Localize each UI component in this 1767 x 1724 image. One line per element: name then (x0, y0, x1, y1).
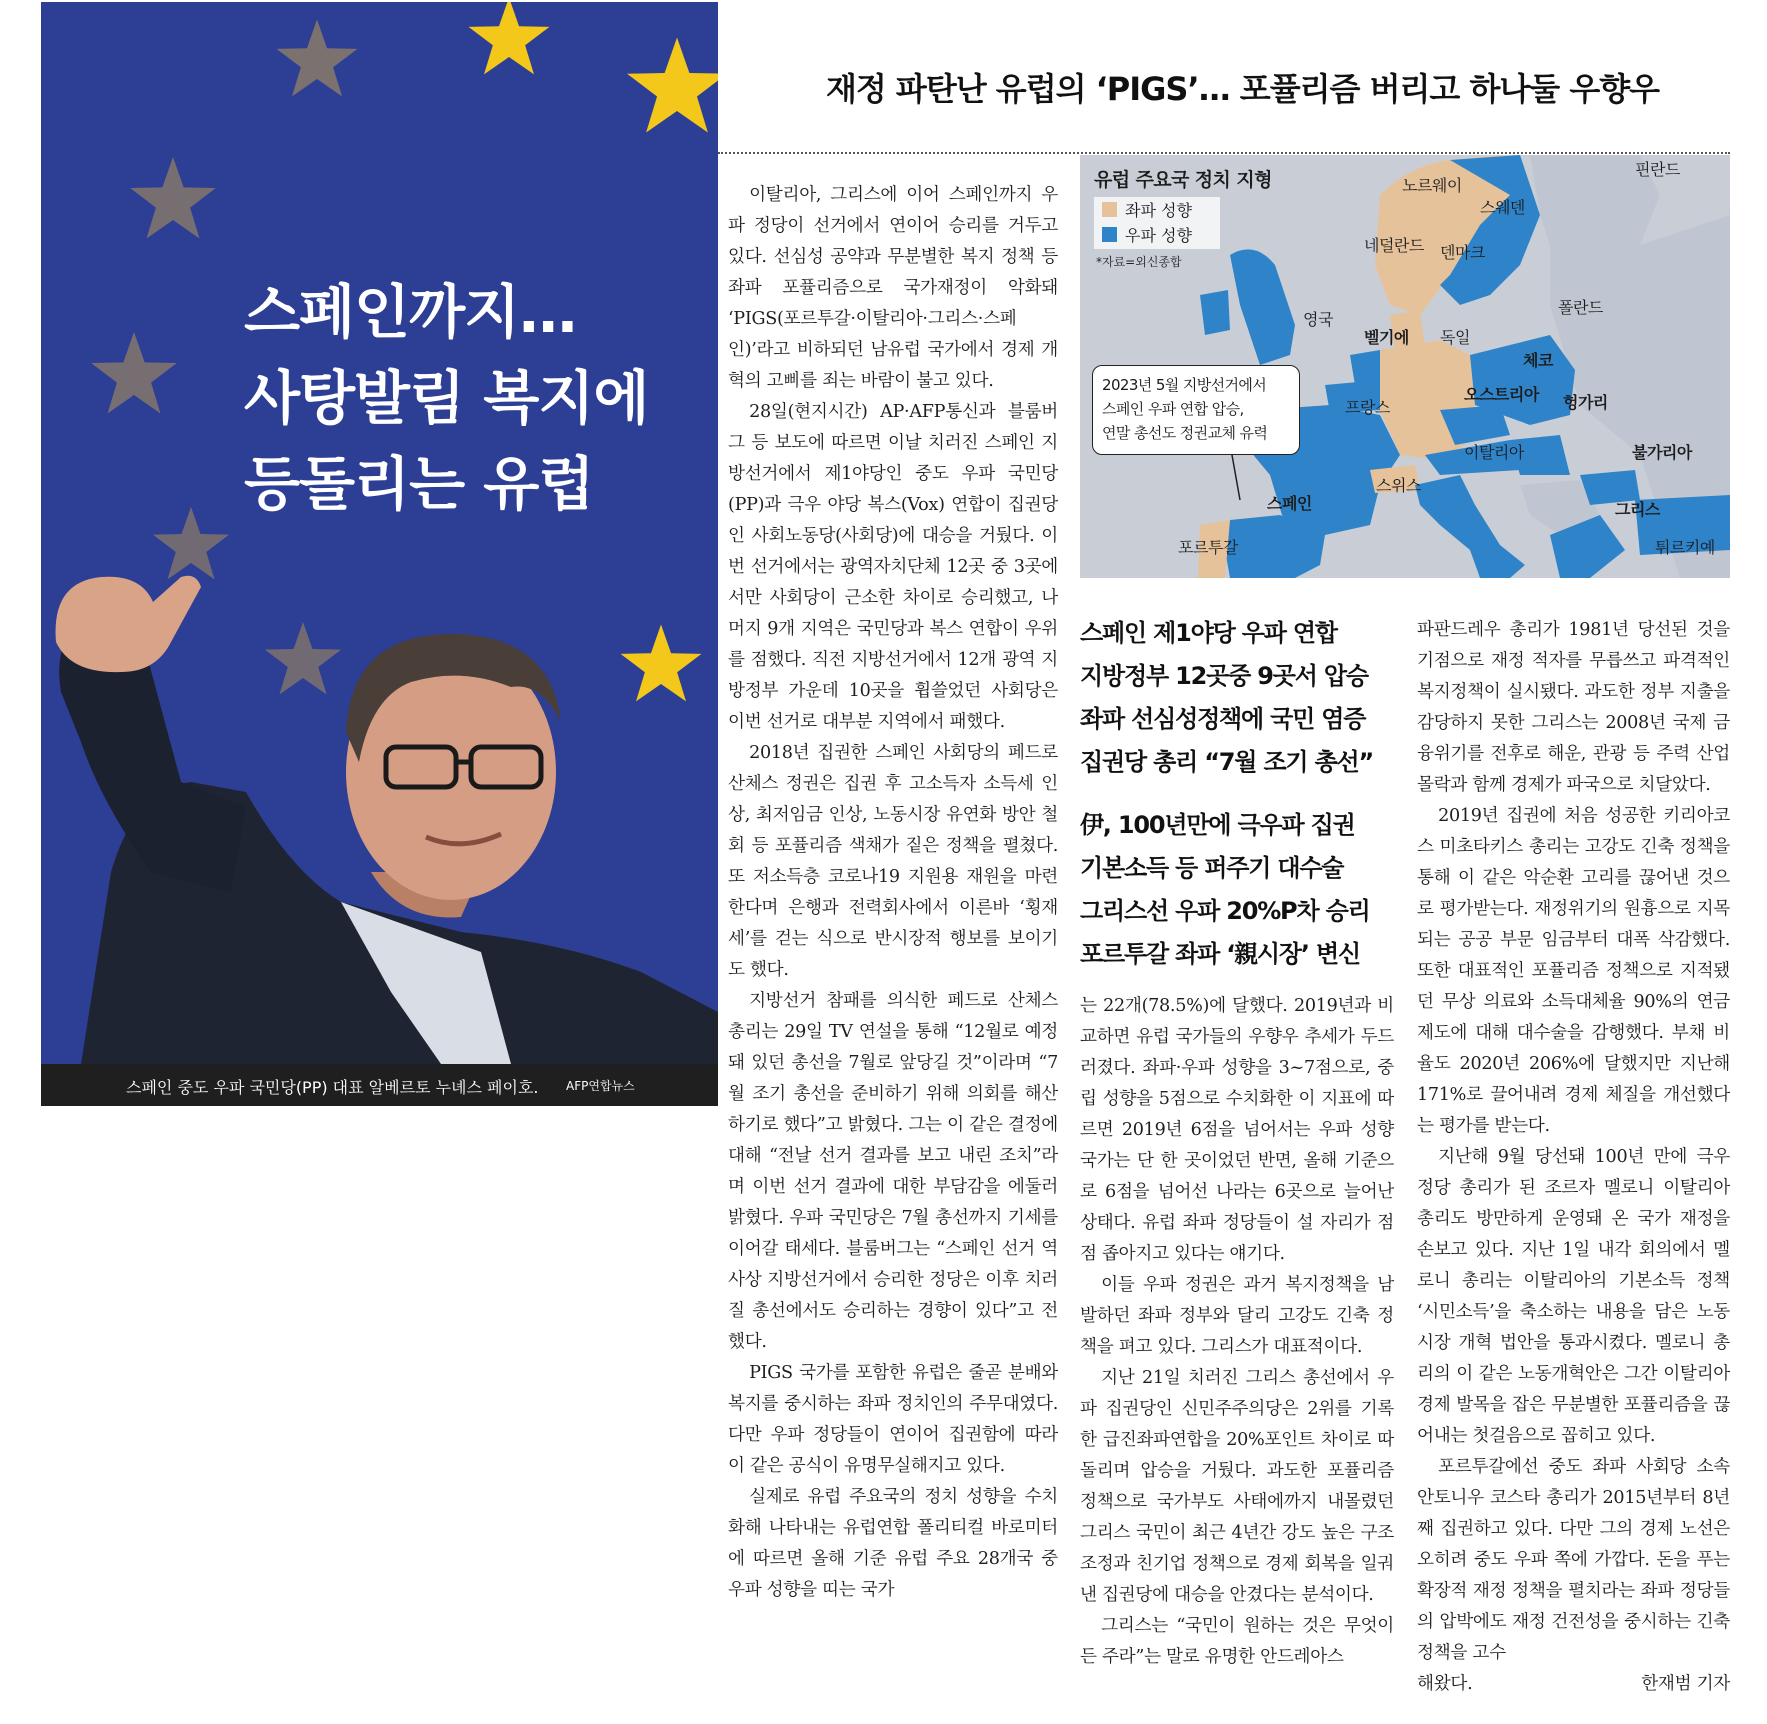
article-paragraph: 지난 21일 치러진 그리스 총선에서 우파 집권당인 신민주주의당은 2위를 기록한 급진좌파연합을 20%포인트 차이로 따돌리며 압승을 거뒀다. 과도한 포퓰리즘 정책으로 국가부도 사태에까지 내몰렸던 그리스 국민이 최근 4년간 강도 높은 구조조정과 친기업 정책으로 경제 회복을 일궈낸 집권당에 대승을 안겼다는 분석이다. (1080, 1368, 1394, 1605)
photo-caption: 스페인 중도 우파 국민당(PP) 대표 알베르토 누녜스 페이호. (126, 1078, 539, 1097)
article-last-line: 해왔다. (1417, 1674, 1473, 1694)
photo-credit: AFP연합뉴스 (566, 1079, 635, 1093)
article-subheads (1080, 612, 1400, 976)
country-label-bulgaria: 불가리아 (1632, 443, 1692, 462)
subhead-line: 스페인 제1야당 우파 연합 (1080, 619, 1337, 647)
politician-photo (41, 572, 718, 1064)
country-label-belgium: 벨기에 (1364, 328, 1409, 347)
country-label-italy: 이탈리아 (1464, 443, 1524, 462)
article-title: 재정 파탄난 유럽의 ‘PIGS’… 포퓰리즘 버리고 하나둘 우향우 (825, 70, 1660, 108)
article-paragraph: 그리스는 “국민이 원하는 것은 무엇이든 주라”는 말로 유명한 안드레아스 (1080, 1616, 1394, 1667)
callout-line: 2023년 5월 지방선거에서 (1102, 376, 1267, 394)
subhead-line: 좌파 선심성정책에 국민 염증 (1080, 705, 1366, 733)
legend-left (1094, 197, 1220, 222)
country-label-netherlands: 네덜란드 (1364, 236, 1424, 255)
article-paragraph: 지방선거 참패를 의식한 페드로 산체스 총리는 29일 TV 연설을 통해 “12월로 예정돼 있던 총선을 7월로 앞당길 것”이라며 “7월 조기 총선을 준비하기 위해 의회를 해산하기로 했다”고 밝혔다. 그는 이 같은 결정에 대해 “전날 선거 결과를 보고 내린 조치”라며 이번 선거 결과에 대한 부담감을 에둘러 밝혔다. 우파 국민당은 7월 총선까지 기세를 이어갈 태세다. 블룸버그는 “스페인 선거 역사상 지방선거에서 승리한 정당은 이후 치러질 총선에서도 승리하는 경향이 있다”고 전했다. (728, 991, 1058, 1352)
photo-headline (244, 269, 704, 527)
country-label-spain: 스페인 (1267, 494, 1312, 513)
europe-political-map (1080, 155, 1730, 578)
country-label-germany: 독일 (1440, 328, 1470, 347)
country-label-switzerland: 스위스 (1376, 476, 1421, 495)
country-label-sweden: 스웨덴 (1480, 198, 1525, 217)
article-paragraph: 는 22개(78.5%)에 달했다. 2019년과 비교하면 유럽 국가들의 우향우 추세가 두드러졌다. 좌파·우파 성향을 3~7점으로, 중립 성향을 5점으로 수치화한 이 지표에 따르면 2019년 6점을 넘어서는 우파 성향 국가는 단 한 곳이었던 반면, 올해 기준으로 6점을 넘어선 나라는 6곳으로 늘어난 상태다. 유럽 좌파 정당들이 설 자리가 점점 좁아지고 있다는 얘기다. (1080, 996, 1394, 1264)
article-paragraph: 28일(현지시간) AP·AFP통신과 블룸버그 등 보도에 따르면 이날 치러진 스페인 지방선거에서 제1야당인 중도 우파 국민당(PP)과 극우 야당 복스(Vox) 연합이 집권당인 사회노동당(사회당)에 대승을 거뒀다. 이번 선거에서는 광역자치단체 12곳 중 3곳에서만 사회당이 근소한 차이로 승리했고, 나머지 9개 지역은 국민당과 복스 연합이 우위를 점했다. 직전 지방선거에서 12개 광역 지방정부 가운데 10곳을 휩쓸었던 사회당은 이번 선거로 대부분 지역에서 패했다. (728, 402, 1058, 732)
country-label-austria: 오스트리아 (1464, 385, 1539, 404)
country-label-finland: 핀란드 (1635, 160, 1680, 179)
article-paragraph: 포르투갈에선 중도 좌파 사회당 소속 안토니우 코스타 총리가 2015년부터 8년째 집권하고 있다. 다만 그의 경제 노선은 오히려 중도 우파 쪽에 가깝다. 돈을 푸는 확장적 재정 정책을 펼치라는 좌파 정당들의 압박에도 재정 건전성을 중시하는 긴축 정책을 고수 (1417, 1457, 1730, 1663)
callout-line: 스페인 우파 연합 압승, (1102, 400, 1244, 418)
country-label-hungary: 헝가리 (1563, 393, 1608, 412)
country-label-france: 프랑스 (1345, 398, 1390, 417)
uk-shape (1230, 249, 1295, 365)
photo-headline-line: 등돌리는 유럽 (244, 450, 594, 518)
subhead-line: 기본소득 등 퍼주기 대수술 (1080, 854, 1344, 882)
country-label-portugal: 포르투갈 (1178, 538, 1238, 557)
article-paragraph: PIGS 국가를 포함한 유럽은 줄곧 분배와 복지를 중시하는 좌파 정치인의 주무대였다. 다만 우파 정당들이 연이어 집권함에 따라 이 같은 공식이 유명무실해지고 있다. (728, 1363, 1058, 1476)
ireland-shape (1200, 290, 1230, 335)
country-label-denmark: 덴마크 (1440, 243, 1485, 262)
map-callout (1092, 365, 1300, 455)
legend-left-swatch (1102, 202, 1117, 217)
photo-panel (41, 2, 718, 1064)
country-label-uk: 영국 (1303, 310, 1333, 329)
country-label-poland: 폴란드 (1558, 298, 1603, 317)
map-source: *자료=외신종합 (1096, 255, 1182, 269)
article-column-2 (1080, 991, 1394, 1673)
photo-headline-line: 사탕발림 복지에 (244, 364, 649, 432)
subhead-line: 그리스선 우파 20%P차 승리 (1080, 897, 1370, 925)
article-ending (1417, 1669, 1730, 1700)
legend-right-label: 우파 성향 (1125, 226, 1192, 245)
article-paragraph: 이들 우파 정권은 과거 복지정책을 남발하던 좌파 정부와 달리 고강도 긴축 정책을 펴고 있다. 그리스가 대표적이다. (1080, 1275, 1394, 1357)
map-title: 유럽 주요국 정치 지형 (1094, 169, 1272, 191)
byline: 한재범 기자 (1641, 1674, 1730, 1694)
legend-right-swatch (1102, 227, 1117, 242)
netherlands-shape (1350, 350, 1385, 385)
italy-shape (1415, 475, 1525, 578)
article-paragraph: 2018년 집권한 스페인 사회당의 페드로 산체스 정권은 집권 후 고소득자 소득세 인상, 최저임금 인상, 노동시장 유연화 방안 철회 등 포퓰리즘 색채가 짙은 정책을 펼쳤다. 또 저소득층 코로나19 지원용 재원을 마련한다며 은행과 전력회사에서 이른바 ‘횡재세’를 걷는 식으로 반시장적 행보를 보이기도 했다. (728, 743, 1058, 980)
article-paragraph: 이탈리아, 그리스에 이어 스페인까지 우파 정당이 선거에서 연이어 승리를 거두고 있다. 선심성 공약과 무분별한 복지 정책 등 좌파 포퓰리즘으로 국가재정이 악화돼 ‘PIGS(포르투갈·이탈리아·그리스·스페인)’라고 비하되던 남유럽 국가에서 경제 개혁의 고삐를 죄는 바람이 불고 있다. (728, 185, 1058, 391)
subhead-line: 伊, 100년만에 극우파 집권 (1080, 811, 1355, 839)
subhead-group-2 (1080, 804, 1400, 976)
subhead-line: 집권당 총리 “7월 조기 총선” (1080, 748, 1374, 776)
article-paragraph: 지난해 9월 당선돼 100년 만에 극우 정당 총리가 된 조르자 멜로니 이탈리아 총리도 방만하게 운영돼 온 국가 재정을 손보고 있다. 지난 1일 내각 회의에서 멜로니 총리는 이탈리아의 기본소득 정책 ‘시민소득’을 축소하는 내용을 담은 노동시장 개혁 법안을 통과시켰다. 멜로니 총리의 이 같은 노동개혁안은 그간 이탈리아 경제 발목을 잡은 무분별한 포퓰리즘을 끊어내는 첫걸음으로 꼽히고 있다. (1417, 1147, 1730, 1446)
legend-right (1094, 222, 1220, 247)
photo-headline-line: 스페인까지… (244, 278, 577, 346)
article-paragraph: 파판드레우 총리가 1981년 당선된 것을 기점으로 재정 적자를 무릅쓰고 파격적인 복지정책이 실시됐다. 과도한 정부 지출을 감당하지 못한 그리스는 2008년 국제 금융위기를 전후로 해운, 관광 등 주력 산업 몰락과 함께 경제가 파국으로 치달았다. (1417, 620, 1730, 795)
country-label-czech: 체코 (1523, 351, 1553, 370)
country-label-greece: 그리스 (1615, 500, 1660, 519)
legend-left-label: 좌파 성향 (1125, 201, 1192, 220)
photo-caption-bar (41, 1064, 718, 1106)
callout-line: 연말 총선도 정권교체 유력 (1102, 424, 1268, 442)
headline-divider (718, 152, 1730, 154)
article-paragraph: 실제로 유럽 주요국의 정치 성향을 수치화해 나타내는 유럽연합 폴리티컬 바로미터에 따르면 올해 기준 유럽 주요 28개국 중 우파 성향을 띠는 국가 (728, 1487, 1058, 1600)
article-column-1 (728, 180, 1058, 1606)
subhead-line: 지방정부 12곳중 9곳서 압승 (1080, 662, 1368, 690)
country-label-turkey: 튀르키예 (1655, 538, 1715, 557)
article-column-3 (1417, 615, 1730, 1700)
map-legend (1094, 197, 1220, 249)
article-paragraph: 2019년 집권에 처음 성공한 키리아코스 미초타키스 총리는 고강도 긴축 정책을 통해 이 같은 악순환 고리를 끊어낸 것으로 평가받는다. 재정위기의 원흉으로 지목되는 공공 부문 임금부터 대폭 삭감했다. 또한 대표적인 포퓰리즘 정책으로 지적됐던 무상 의료와 소득대체율 90%의 연금제도에 대해 대수술을 감행했다. 부채 비율도 2020년 206%에 달했지만 지난해 171%로 끌어내려 경제 체질을 개선했다는 평가를 받는다. (1417, 806, 1730, 1136)
subhead-line: 포르투갈 좌파 ‘親시장’ 변신 (1080, 940, 1360, 968)
country-label-norway: 노르웨이 (1402, 176, 1462, 195)
subhead-group-1 (1080, 612, 1400, 784)
